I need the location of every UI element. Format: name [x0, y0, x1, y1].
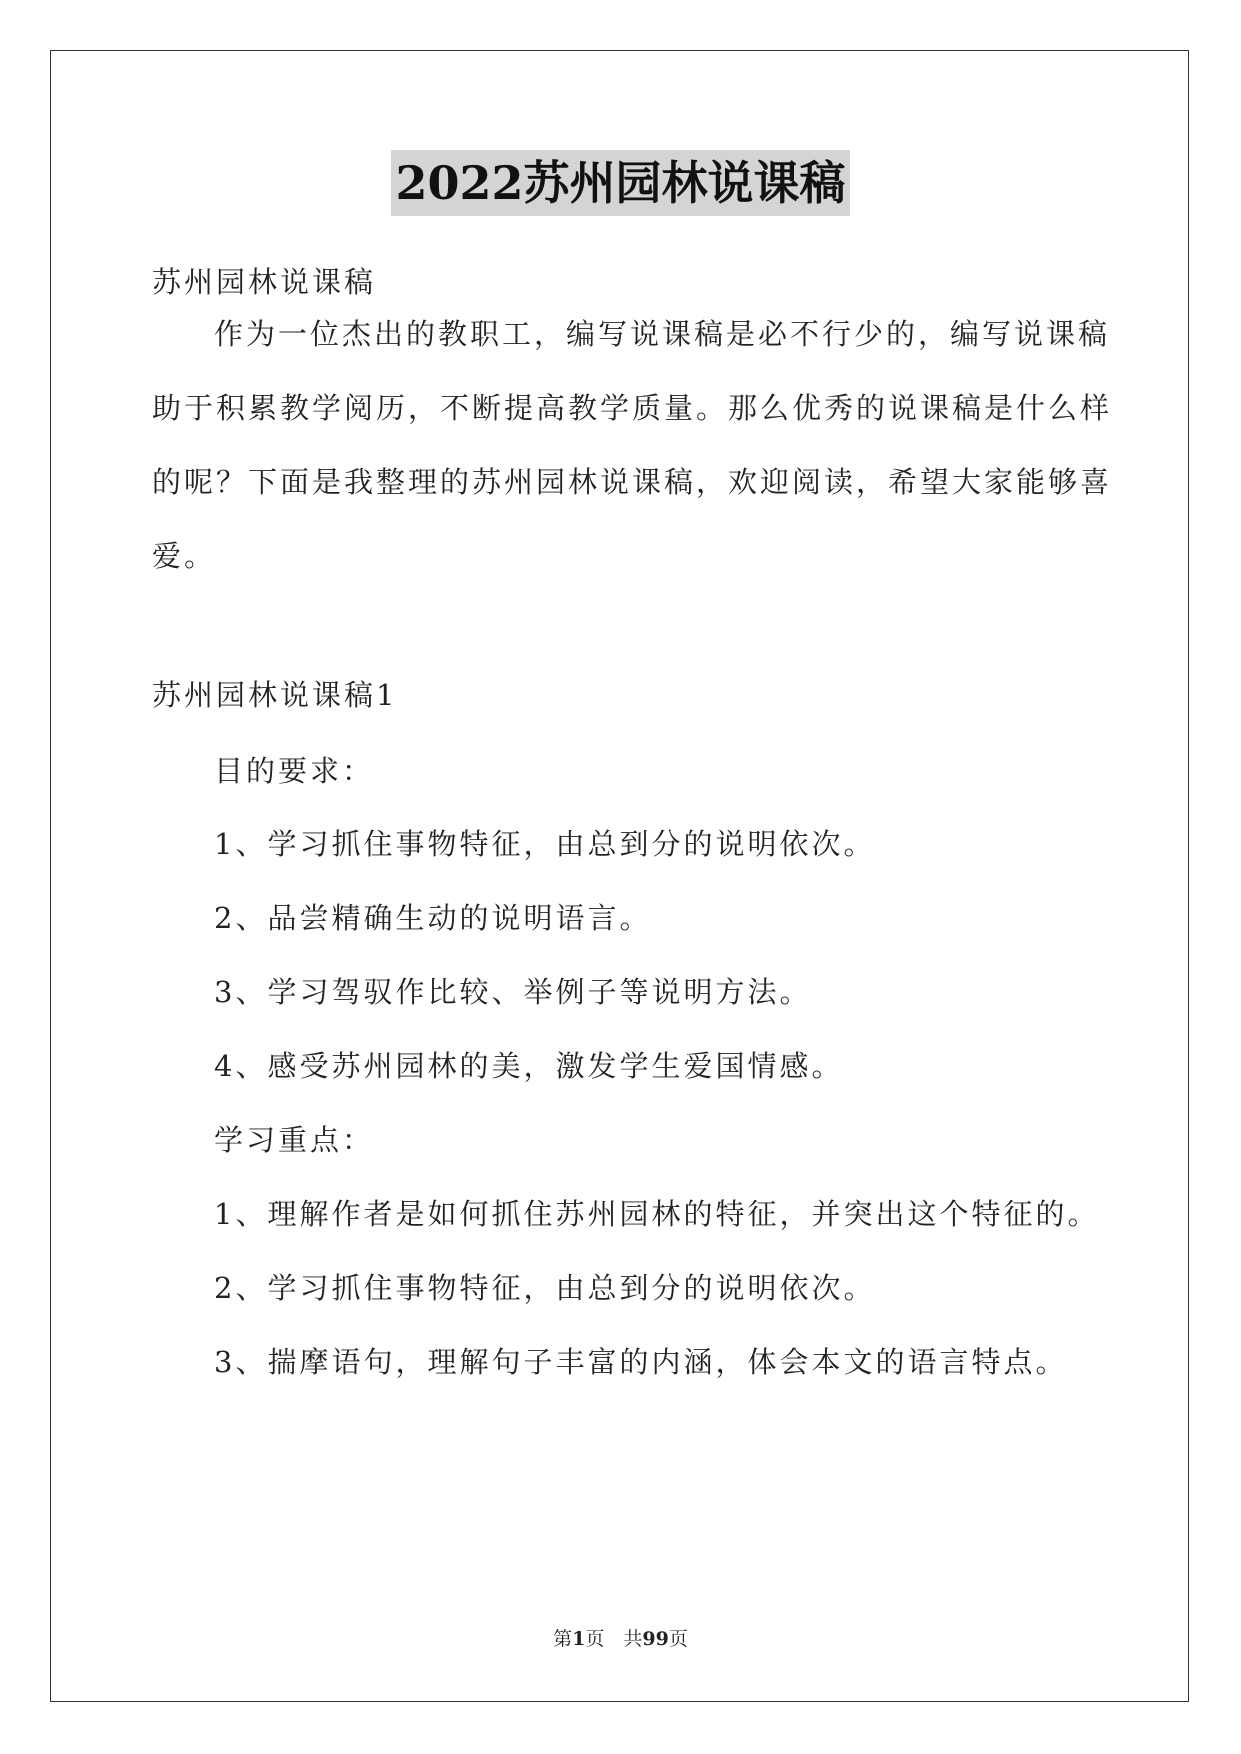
list-item: 4、感受苏州园林的美，激发学生爱国情感。	[214, 1049, 844, 1083]
paragraph-line: 作为一位杰出的教职工，编写说课稿是必不行少的，编写说课稿	[214, 317, 1111, 351]
title-wrap	[0, 150, 1241, 216]
list-item: 1、学习抓住事物特征，由总到分的说明依次。	[214, 827, 876, 861]
paragraph-line: 的呢？下面是我整理的苏州园林说课稿，欢迎阅读，希望大家能够喜	[152, 465, 1113, 499]
subtitle: 苏州园林说课稿	[152, 265, 377, 299]
total-pages: 99	[642, 1628, 669, 1650]
list-item: 3、揣摩语句，理解句子丰富的内涵，体会本文的语言特点。	[214, 1345, 1068, 1379]
list-heading: 学习重点：	[214, 1123, 375, 1157]
paragraph-line: 爱。	[152, 539, 217, 573]
paragraph-line: 助于积累教学阅历，不断提高教学质量。那么优秀的说课稿是什么样	[152, 391, 1113, 425]
list-item: 2、品尝精确生动的说明语言。	[214, 901, 652, 935]
footer-prefix: 第	[553, 1628, 573, 1650]
document-title: 2022苏州园林说课稿	[391, 150, 849, 216]
footer-suffix: 页	[668, 1628, 688, 1650]
page-footer	[0, 1627, 1241, 1651]
list-item: 1、理解作者是如何抓住苏州园林的特征，并突出这个特征的。	[214, 1197, 1100, 1231]
current-page-number: 1	[572, 1628, 586, 1650]
list-item: 2、学习抓住事物特征，由总到分的说明依次。	[214, 1271, 876, 1305]
footer-mid: 页 共	[585, 1628, 643, 1650]
list-item: 3、学习驾驭作比较、举例子等说明方法。	[214, 975, 812, 1009]
section-heading: 苏州园林说课稿1	[152, 678, 398, 712]
list-heading: 目的要求：	[214, 754, 375, 788]
